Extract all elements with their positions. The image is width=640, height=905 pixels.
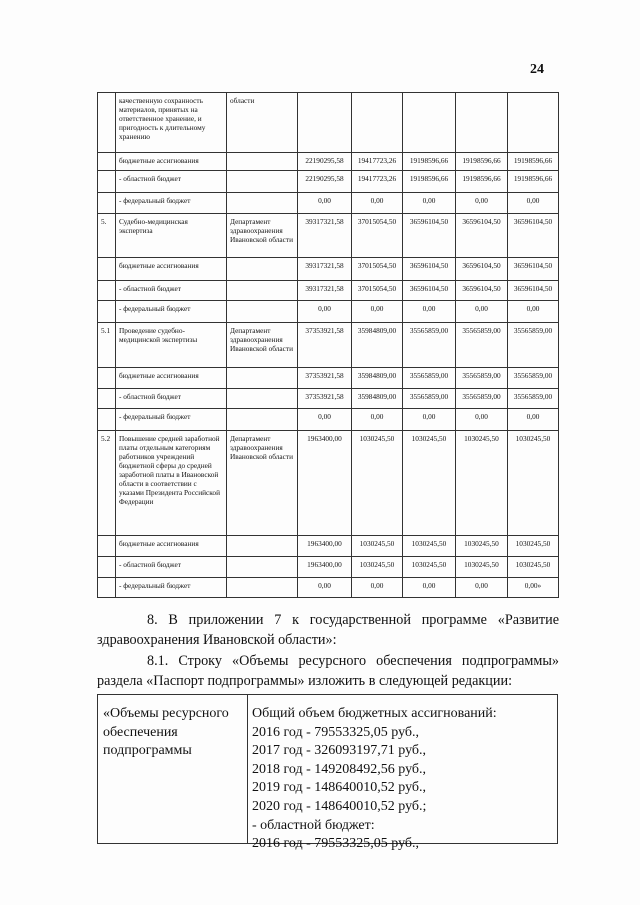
year-value: 0,00 <box>352 301 403 323</box>
table-row <box>98 153 559 171</box>
year-value: 37353921,58 <box>298 389 352 409</box>
year-value: 35565859,00 <box>508 389 559 409</box>
row-organization: Департамент здравоохранения Ивановской области <box>227 431 298 536</box>
year-value: 1030245,50 <box>403 536 456 557</box>
resource-line: 2017 год - 326093197,71 руб., <box>252 743 427 759</box>
year-value: 36596104,50 <box>508 281 559 301</box>
row-organization <box>227 301 298 323</box>
year-value: 19198596,66 <box>403 171 456 193</box>
year-value: 1030245,50 <box>403 557 456 578</box>
year-value <box>352 93 403 153</box>
table-row <box>98 368 559 389</box>
row-name: - федеральный бюджет <box>116 578 227 598</box>
year-value: 19198596,66 <box>508 153 559 171</box>
row-name: Проведение судебно-медицинской экспертизы <box>116 323 227 368</box>
row-number <box>98 578 116 598</box>
year-value: 1030245,50 <box>508 557 559 578</box>
budget-table <box>97 92 559 598</box>
row-organization <box>227 409 298 431</box>
year-value: 35565859,00 <box>403 368 456 389</box>
year-value: 37015054,50 <box>352 281 403 301</box>
year-value: 36596104,50 <box>403 214 456 258</box>
row-number: 5.1 <box>98 323 116 368</box>
row-name: бюджетные ассигнования <box>116 368 227 389</box>
resource-values <box>248 695 557 852</box>
year-value: 0,00 <box>403 301 456 323</box>
resource-line: Общий объем бюджетных ассигнований: <box>252 706 497 721</box>
row-number <box>98 368 116 389</box>
table-row <box>98 557 559 578</box>
table-row <box>98 214 559 258</box>
table-row <box>98 389 559 409</box>
year-value <box>298 93 352 153</box>
year-value: 35984809,00 <box>352 368 403 389</box>
year-value: 0,00 <box>352 578 403 598</box>
row-organization <box>227 557 298 578</box>
year-value: 0,00 <box>508 409 559 431</box>
resource-line: 2019 год - 148640010,52 руб., <box>252 780 427 796</box>
year-value: 0,00 <box>298 193 352 214</box>
table-row <box>98 301 559 323</box>
row-organization <box>227 171 298 193</box>
year-value: 39317321,58 <box>298 281 352 301</box>
table-row <box>98 258 559 281</box>
year-value: 1030245,50 <box>456 536 508 557</box>
year-value: 0,00» <box>508 578 559 598</box>
year-value: 0,00 <box>298 409 352 431</box>
year-value: 1030245,50 <box>456 431 508 536</box>
row-number <box>98 281 116 301</box>
year-value: 19198596,66 <box>508 171 559 193</box>
row-organization <box>227 193 298 214</box>
row-number <box>98 409 116 431</box>
row-name: Повышение средней заработной платы отдельным категориям работников учреждений бюджетной сферы до средней заработной платы в Ивановской области в соответствии с указами Президента Российской Федерации <box>116 431 227 536</box>
year-value: 35565859,00 <box>508 368 559 389</box>
year-value: 0,00 <box>456 193 508 214</box>
row-name: качественную сохранность материалов, принятых на ответственное хранение, и пригодность к длительному хранению <box>116 93 227 153</box>
year-value: 0,00 <box>456 301 508 323</box>
row-number <box>98 557 116 578</box>
year-value: 35565859,00 <box>508 323 559 368</box>
year-value: 39317321,58 <box>298 258 352 281</box>
year-value: 1030245,50 <box>403 431 456 536</box>
row-number <box>98 389 116 409</box>
table-row <box>98 409 559 431</box>
row-organization <box>227 578 298 598</box>
year-value: 22190295,58 <box>298 171 352 193</box>
year-value: 1030245,50 <box>508 536 559 557</box>
row-number <box>98 258 116 281</box>
resource-line: 2020 год - 148640010,52 руб.; <box>252 798 427 814</box>
year-value: 0,00 <box>352 193 403 214</box>
row-name: бюджетные ассигнования <box>116 258 227 281</box>
row-organization <box>227 258 298 281</box>
table-row <box>98 323 559 368</box>
table-row <box>98 193 559 214</box>
row-number <box>98 153 116 171</box>
table-row <box>98 431 559 536</box>
year-value: 0,00 <box>508 301 559 323</box>
year-value: 1030245,50 <box>352 536 403 557</box>
year-value: 1030245,50 <box>508 431 559 536</box>
year-value: 1030245,50 <box>456 557 508 578</box>
year-value: 1030245,50 <box>352 431 403 536</box>
year-value: 36596104,50 <box>456 214 508 258</box>
year-value: 36596104,50 <box>403 281 456 301</box>
year-value: 0,00 <box>403 578 456 598</box>
year-value: 35565859,00 <box>456 389 508 409</box>
row-name: - областной бюджет <box>116 557 227 578</box>
year-value: 36596104,50 <box>456 281 508 301</box>
resource-label: «Объемы ресурсного обеспечения подпрограммы <box>98 695 248 843</box>
table-row <box>98 171 559 193</box>
row-number <box>98 171 116 193</box>
row-organization <box>227 153 298 171</box>
year-value: 37353921,58 <box>298 368 352 389</box>
row-name: - областной бюджет <box>116 171 227 193</box>
row-number <box>98 301 116 323</box>
row-name: - федеральный бюджет <box>116 301 227 323</box>
year-value <box>456 93 508 153</box>
table-row <box>98 93 559 153</box>
year-value <box>508 93 559 153</box>
year-value: 37015054,50 <box>352 214 403 258</box>
year-value: 0,00 <box>298 301 352 323</box>
row-number: 5.2 <box>98 431 116 536</box>
row-name: - федеральный бюджет <box>116 193 227 214</box>
row-number <box>98 536 116 557</box>
row-organization: Департамент здравоохранения Ивановской области <box>227 214 298 258</box>
year-value: 36596104,50 <box>456 258 508 281</box>
row-number: 5. <box>98 214 116 258</box>
year-value: 19198596,66 <box>456 171 508 193</box>
table-row <box>98 536 559 557</box>
row-organization: области <box>227 93 298 153</box>
year-value: 35565859,00 <box>403 323 456 368</box>
year-value: 36596104,50 <box>508 258 559 281</box>
row-organization <box>227 389 298 409</box>
page-number: 24 <box>530 62 544 77</box>
year-value: 35984809,00 <box>352 389 403 409</box>
row-number <box>98 93 116 153</box>
year-value <box>403 93 456 153</box>
resource-line: 2016 год - 79553325,05 руб., <box>252 724 420 740</box>
row-name: бюджетные ассигнования <box>116 153 227 171</box>
year-value: 0,00 <box>403 193 456 214</box>
year-value: 35984809,00 <box>352 323 403 368</box>
row-name: Судебно-медицинская экспертиза <box>116 214 227 258</box>
year-value: 39317321,58 <box>298 214 352 258</box>
year-value: 36596104,50 <box>508 214 559 258</box>
year-value: 0,00 <box>456 578 508 598</box>
year-value: 22190295,58 <box>298 153 352 171</box>
year-value: 19198596,66 <box>456 153 508 171</box>
row-organization <box>227 281 298 301</box>
year-value: 0,00 <box>508 193 559 214</box>
row-organization <box>227 368 298 389</box>
table-row <box>98 281 559 301</box>
year-value: 19417723,26 <box>352 171 403 193</box>
row-organization: Департамент здравоохранения Ивановской области <box>227 323 298 368</box>
year-value: 37015054,50 <box>352 258 403 281</box>
paragraph-8-1: 8.1. Строку «Объемы ресурсного обеспечения подпрограммы» раздела «Паспорт подпрограммы» изложить в следующей редакции: <box>97 653 559 689</box>
resource-line: - областной бюджет: <box>252 817 375 833</box>
row-number <box>98 193 116 214</box>
row-name: - областной бюджет <box>116 281 227 301</box>
row-organization <box>227 536 298 557</box>
year-value: 35565859,00 <box>403 389 456 409</box>
year-value: 35565859,00 <box>456 323 508 368</box>
row-name: - областной бюджет <box>116 389 227 409</box>
year-value: 1963400,00 <box>298 557 352 578</box>
resource-table <box>97 694 558 852</box>
year-value: 19417723,26 <box>352 153 403 171</box>
year-value: 1963400,00 <box>298 536 352 557</box>
row-name: - федеральный бюджет <box>116 409 227 431</box>
year-value: 36596104,50 <box>403 258 456 281</box>
resource-line: 2016 год - 79553325,05 руб., <box>252 836 420 852</box>
year-value: 1030245,50 <box>352 557 403 578</box>
year-value: 35565859,00 <box>456 368 508 389</box>
year-value: 0,00 <box>298 578 352 598</box>
year-value: 0,00 <box>403 409 456 431</box>
resource-line: 2018 год - 149208492,56 руб., <box>252 761 427 777</box>
year-value: 1963400,00 <box>298 431 352 536</box>
row-name: бюджетные ассигнования <box>116 536 227 557</box>
year-value: 19198596,66 <box>403 153 456 171</box>
paragraph-8: 8. В приложении 7 к государственной программе «Развитие здравоохранения Ивановской области»: <box>97 612 559 648</box>
year-value: 0,00 <box>456 409 508 431</box>
year-value: 37353921,58 <box>298 323 352 368</box>
table-row <box>98 578 559 598</box>
year-value: 0,00 <box>352 409 403 431</box>
